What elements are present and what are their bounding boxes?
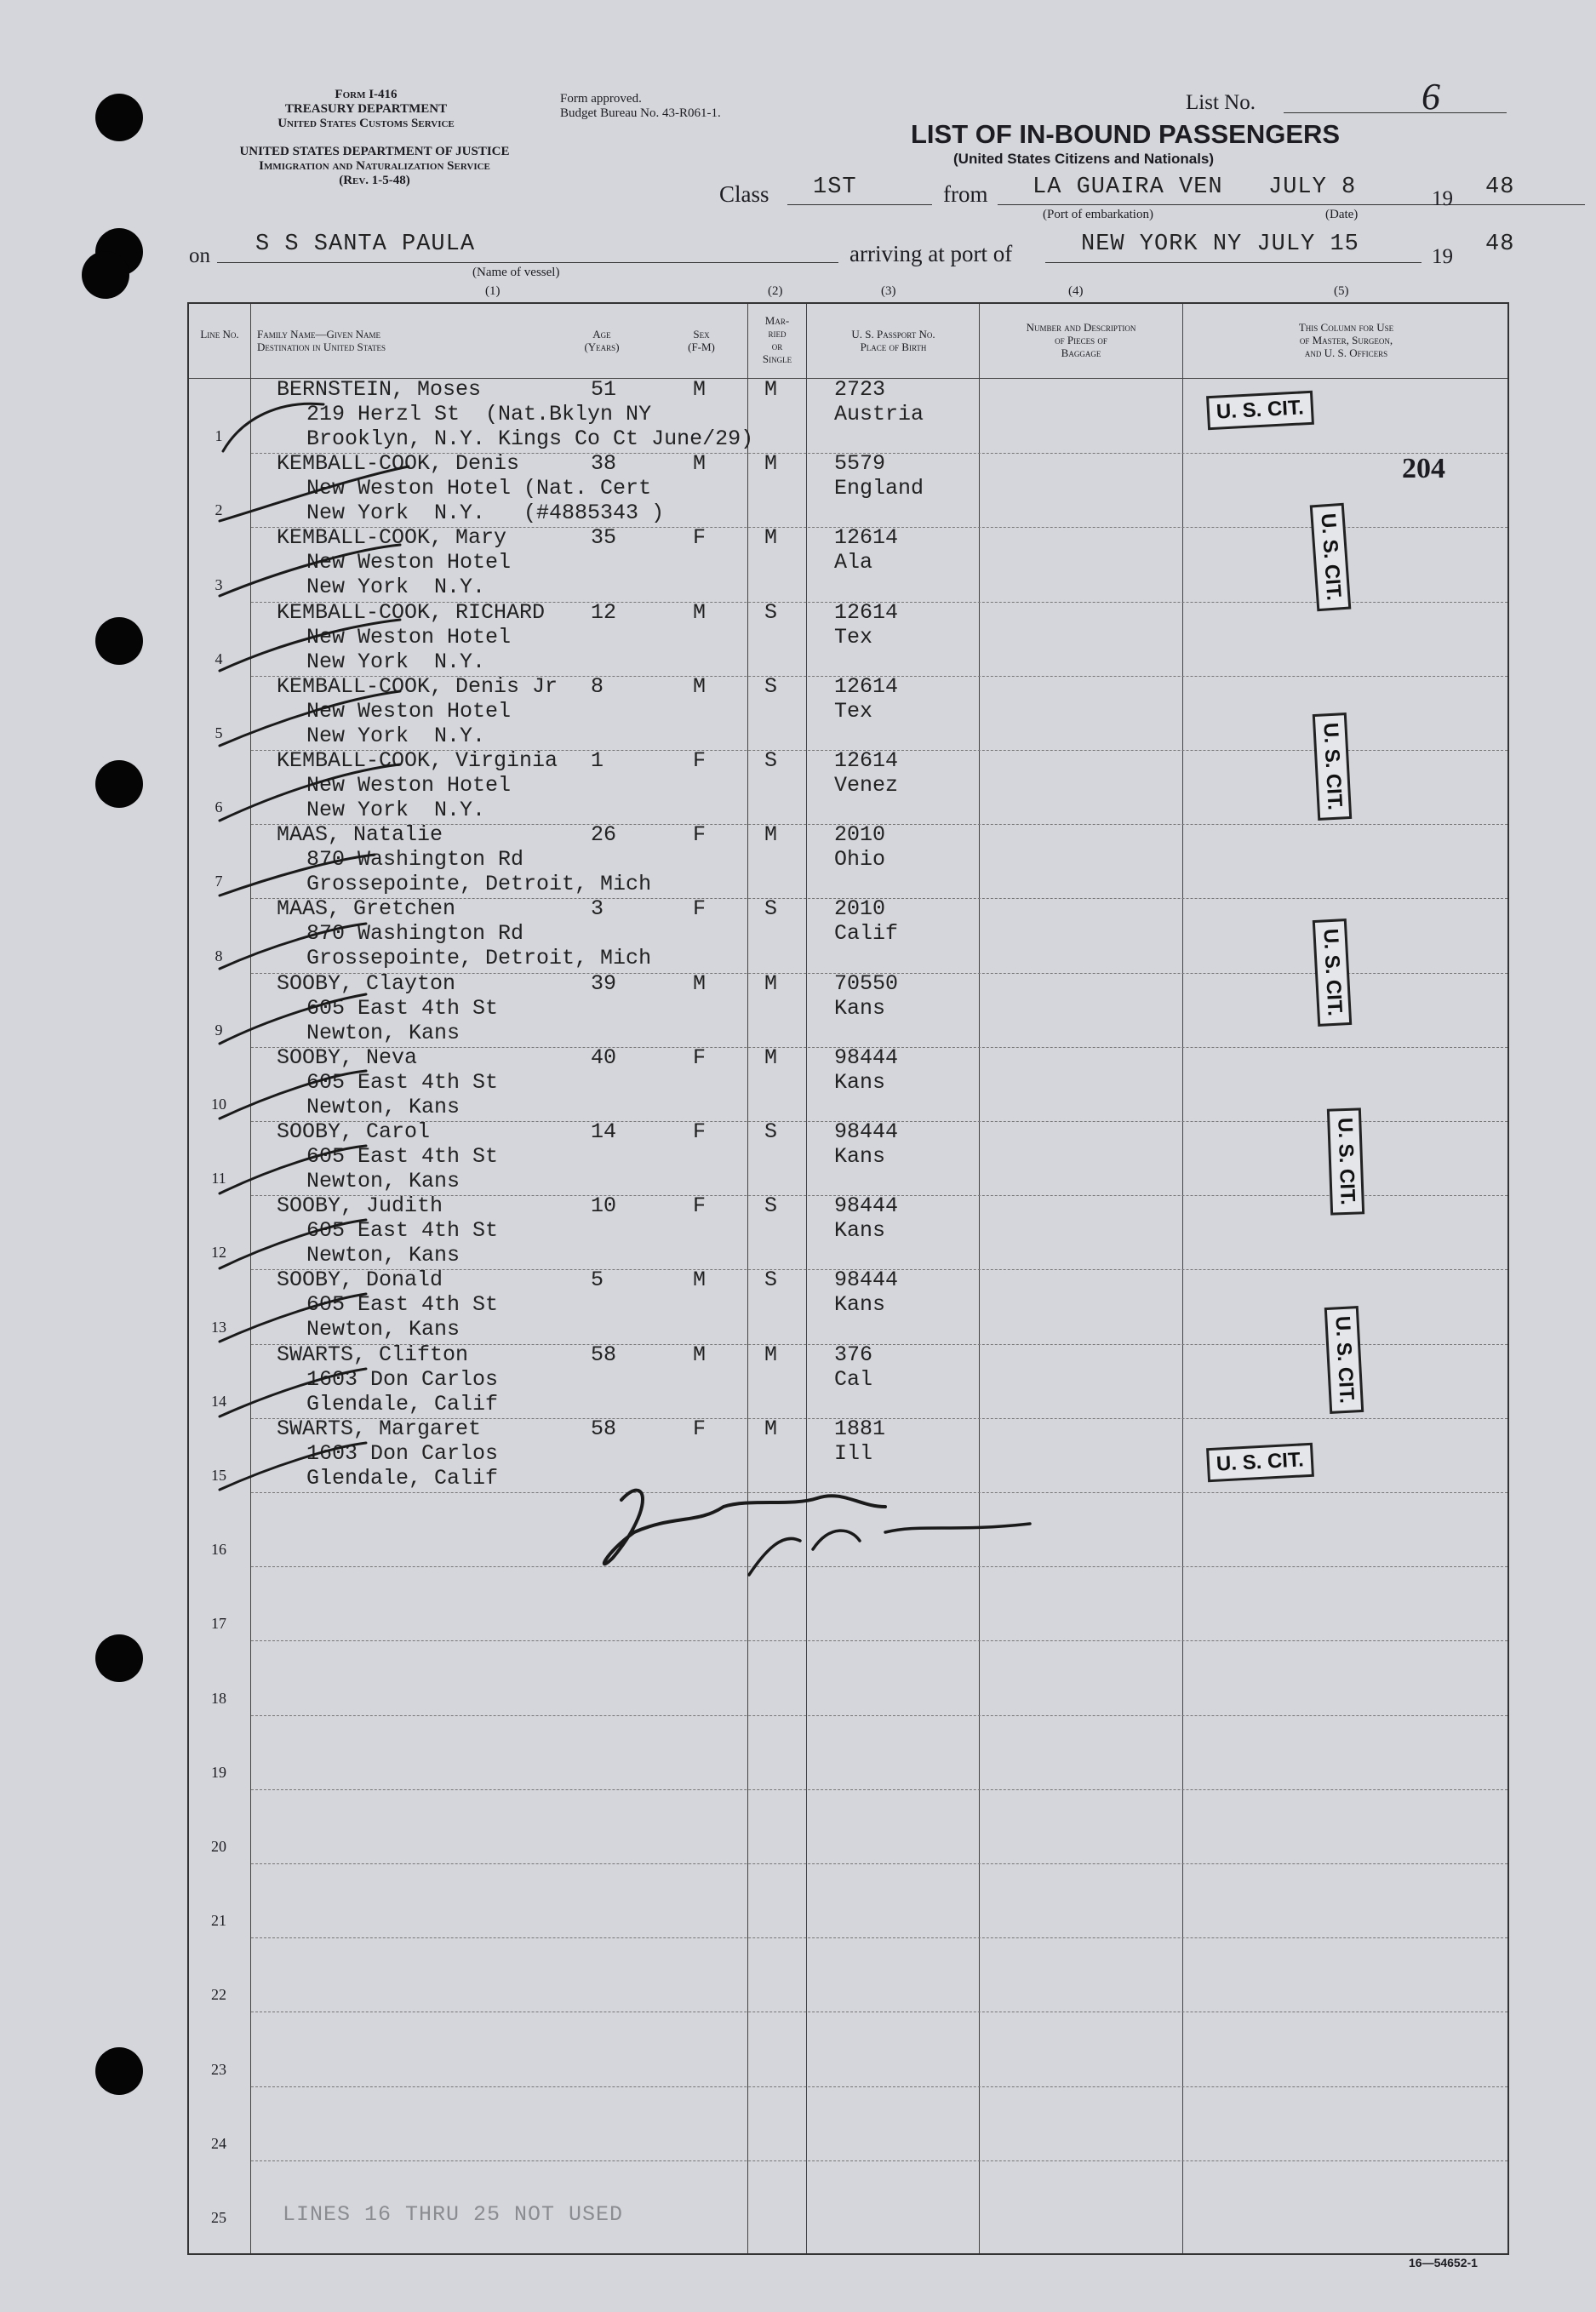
entry-address-line1: 870 Washington Rd bbox=[306, 921, 524, 947]
check-mark bbox=[220, 1294, 366, 1342]
entry-address-line1: 605 East 4th St bbox=[306, 1292, 499, 1318]
check-mark bbox=[220, 1146, 366, 1193]
entry-sex: F bbox=[693, 525, 706, 551]
entry-address-line2: New York N.Y. (#4885343 ) bbox=[306, 501, 665, 526]
col-sex-line1: Sex bbox=[693, 328, 710, 341]
entry-name: SOOBY, Neva bbox=[277, 1044, 418, 1070]
entry-passport-no: 5579 bbox=[834, 451, 886, 477]
arrival-year-prefix: 19 bbox=[1432, 245, 1453, 268]
entry-passport-no: 1881 bbox=[834, 1416, 886, 1441]
entry-name: MAAS, Gretchen bbox=[277, 896, 456, 922]
entry-passport-no: 98444 bbox=[834, 1193, 899, 1219]
on-label: on bbox=[189, 244, 210, 267]
us-cit-stamp: U. S. CIT. bbox=[1310, 503, 1352, 611]
entry-marital-status: M bbox=[764, 451, 778, 477]
check-mark bbox=[220, 924, 366, 969]
entry-name: SWARTS, Margaret bbox=[277, 1416, 482, 1441]
check-mark bbox=[220, 764, 400, 821]
entry-place-of-birth: England bbox=[834, 476, 924, 501]
entry-place-of-birth: Tex bbox=[834, 624, 873, 650]
col-num-2: (2) bbox=[768, 284, 783, 298]
entry-sex: M bbox=[693, 1268, 706, 1293]
col-sex-line2: (F-M) bbox=[688, 341, 715, 353]
line-number: 5 bbox=[215, 724, 223, 741]
entry-passport-no: 12614 bbox=[834, 673, 899, 699]
entry-address-line1: New Weston Hotel bbox=[306, 550, 512, 575]
entry-age: 1 bbox=[591, 748, 604, 773]
col-name-line2: Destination in United States bbox=[257, 341, 386, 353]
vessel-caption: (Name of vessel) bbox=[472, 266, 560, 279]
entry-name: KEMBALL-COOK, Denis Jr bbox=[277, 673, 558, 699]
entry-marital-status: S bbox=[764, 896, 778, 922]
entry-age: 5 bbox=[591, 1268, 604, 1293]
entry-place-of-birth: Kans bbox=[834, 1218, 886, 1244]
vessel-name: S S SANTA PAULA bbox=[255, 232, 476, 257]
entry-address-line2: Grossepointe, Detroit, Mich bbox=[306, 946, 652, 971]
line-number: 9 bbox=[215, 1021, 223, 1039]
entry-age: 12 bbox=[591, 599, 617, 625]
check-mark bbox=[220, 1443, 366, 1490]
line-number: 22 bbox=[211, 1986, 226, 2004]
entry-address-line2: New York N.Y. bbox=[306, 723, 486, 748]
line-number: 19 bbox=[211, 1763, 226, 1781]
entry-address-line1: New Weston Hotel bbox=[306, 698, 512, 724]
list-no-label: List No. bbox=[1186, 91, 1256, 114]
entry-name: SWARTS, Clifton bbox=[277, 1342, 469, 1367]
doj-title: UNITED STATES DEPARTMENT OF JUSTICE bbox=[239, 145, 510, 158]
entry-sex: M bbox=[693, 673, 706, 699]
entry-passport-no: 376 bbox=[834, 1342, 873, 1367]
entry-address-line2: Newton, Kans bbox=[306, 1169, 460, 1193]
page-title: LIST OF IN-BOUND PASSENGERS bbox=[911, 119, 1341, 149]
entry-name: SOOBY, Carol bbox=[277, 1119, 431, 1144]
entry-age: 58 bbox=[591, 1342, 617, 1367]
from-date: JULY 8 bbox=[1268, 175, 1357, 200]
date-caption: (Date) bbox=[1325, 208, 1359, 221]
entry-address-line1: 1603 Don Carlos bbox=[306, 1366, 499, 1392]
entry-sex: M bbox=[693, 970, 706, 996]
class-value: 1ST bbox=[813, 175, 857, 200]
entry-age: 38 bbox=[591, 451, 617, 477]
line-number: 2 bbox=[215, 501, 223, 519]
from-port: LA GUAIRA VEN bbox=[1033, 175, 1223, 200]
entry-passport-no: 2010 bbox=[834, 822, 886, 848]
entry-place-of-birth: Venez bbox=[834, 773, 899, 798]
line-number: 11 bbox=[211, 1170, 226, 1187]
entry-address-line2: Brooklyn, N.Y. Kings Co Ct June/29) bbox=[306, 426, 754, 451]
entry-address-line2: Newton, Kans bbox=[306, 1317, 460, 1342]
entry-address-line1: New Weston Hotel bbox=[306, 773, 512, 798]
entry-passport-no: 98444 bbox=[834, 1044, 899, 1070]
line-number: 23 bbox=[211, 2060, 226, 2078]
budget-bureau-no: Budget Bureau No. 43-R061-1. bbox=[560, 106, 721, 120]
entry-passport-no: 98444 bbox=[834, 1268, 899, 1293]
entry-name: BERNSTEIN, Moses bbox=[277, 377, 482, 402]
entry-marital-status: S bbox=[764, 599, 778, 625]
entry-age: 8 bbox=[591, 673, 604, 699]
entry-place-of-birth: Kans bbox=[834, 1292, 886, 1318]
entry-passport-no: 12614 bbox=[834, 599, 899, 625]
entry-sex: F bbox=[693, 822, 706, 848]
entry-name: MAAS, Natalie bbox=[277, 822, 443, 848]
entry-age: 40 bbox=[591, 1044, 617, 1070]
entry-marital-status: M bbox=[764, 970, 778, 996]
entry-address-line2: Glendale, Calif bbox=[306, 1391, 499, 1416]
entry-passport-no: 98444 bbox=[834, 1119, 899, 1144]
line-number: 25 bbox=[211, 2209, 226, 2226]
unused-lines-note: LINES 16 THRU 25 NOT USED bbox=[283, 2202, 624, 2227]
entry-address-line1: New Weston Hotel bbox=[306, 624, 512, 650]
col-line-no: Line No. bbox=[200, 328, 239, 341]
line-number: 1 bbox=[215, 427, 223, 445]
entry-name: SOOBY, Clayton bbox=[277, 970, 456, 996]
approval-line: Form approved. bbox=[560, 92, 642, 106]
us-cit-stamp: U. S. CIT. bbox=[1206, 1443, 1314, 1482]
entry-marital-status: S bbox=[764, 1268, 778, 1293]
entry-address-line1: 870 Washington Rd bbox=[306, 847, 524, 873]
entry-age: 3 bbox=[591, 896, 604, 922]
col-married-line4: Single bbox=[762, 352, 792, 365]
line-number: 16 bbox=[211, 1541, 226, 1559]
entry-passport-no: 2010 bbox=[834, 896, 886, 922]
col-age-line1: Age bbox=[592, 328, 611, 341]
entry-name: KEMBALL-COOK, Mary bbox=[277, 525, 507, 551]
entry-marital-status: S bbox=[764, 673, 778, 699]
revision-date: (Rev. 1-5-48) bbox=[339, 174, 410, 187]
entry-place-of-birth: Tex bbox=[834, 698, 873, 724]
us-cit-stamp: U. S. CIT. bbox=[1313, 919, 1352, 1027]
us-cit-stamp: U. S. CIT. bbox=[1324, 1306, 1364, 1414]
signature bbox=[604, 1491, 885, 1565]
entry-sex: F bbox=[693, 748, 706, 773]
list-no-value: 6 bbox=[1422, 76, 1440, 117]
line-number: 6 bbox=[215, 798, 223, 816]
entry-passport-no: 12614 bbox=[834, 525, 899, 551]
entry-address-line2: Newton, Kans bbox=[306, 1020, 460, 1045]
entry-place-of-birth: Austria bbox=[834, 402, 924, 426]
entry-sex: F bbox=[693, 1044, 706, 1070]
entry-address-line2: Grossepointe, Detroit, Mich bbox=[306, 872, 652, 897]
entry-place-of-birth: Cal bbox=[834, 1366, 873, 1392]
entry-address-line2: New York N.Y. bbox=[306, 649, 486, 674]
entry-address-line1: 605 East 4th St bbox=[306, 1144, 499, 1169]
entry-address-line1: New Weston Hotel (Nat. Cert bbox=[306, 476, 652, 501]
class-label: Class bbox=[719, 181, 769, 207]
col-num-4: (4) bbox=[1068, 284, 1084, 298]
col-baggage-line1: Number and Description bbox=[1026, 321, 1136, 334]
entry-age: 26 bbox=[591, 822, 617, 848]
check-mark bbox=[220, 1369, 366, 1416]
entry-age: 51 bbox=[591, 377, 617, 402]
from-label: from bbox=[943, 181, 988, 207]
entry-address-line1: 219 Herzl St (Nat.Bklyn NY bbox=[306, 402, 652, 426]
check-mark bbox=[220, 855, 375, 896]
col-baggage-line2: of Pieces of bbox=[1055, 334, 1107, 346]
line-number: 14 bbox=[211, 1392, 226, 1410]
entry-place-of-birth: Ohio bbox=[834, 847, 886, 873]
entry-name: KEMBALL-COOK, Virginia bbox=[277, 748, 558, 773]
entry-sex: F bbox=[693, 1193, 706, 1219]
col-married-line3: or bbox=[771, 340, 783, 352]
col-married-line2: ried bbox=[768, 327, 787, 340]
col-age-line2: (Years) bbox=[584, 341, 620, 353]
col-officers-line3: and U. S. Officers bbox=[1304, 346, 1388, 359]
entry-name: SOOBY, Judith bbox=[277, 1193, 443, 1219]
check-mark bbox=[220, 1220, 366, 1268]
entry-sex: M bbox=[693, 451, 706, 477]
line-number: 7 bbox=[215, 873, 223, 890]
entry-sex: F bbox=[693, 1119, 706, 1144]
entry-place-of-birth: Ala bbox=[834, 550, 873, 575]
arrival-port-date: NEW YORK NY JULY 15 bbox=[1081, 232, 1359, 257]
ins-title: Immigration and Naturalization Service bbox=[259, 159, 490, 173]
entry-address-line2: Newton, Kans bbox=[306, 1094, 460, 1119]
entry-passport-no: 2723 bbox=[834, 377, 886, 402]
entry-address-line1: 605 East 4th St bbox=[306, 995, 499, 1021]
col-num-5: (5) bbox=[1334, 284, 1349, 298]
entry-name: KEMBALL-COOK, Denis bbox=[277, 451, 520, 477]
entry-place-of-birth: Calif bbox=[834, 921, 899, 947]
entry-place-of-birth: Kans bbox=[834, 995, 886, 1021]
from-year: 48 bbox=[1485, 175, 1515, 200]
entry-marital-status: S bbox=[764, 1193, 778, 1219]
line-number: 4 bbox=[215, 650, 223, 667]
entry-marital-status: M bbox=[764, 1416, 778, 1441]
entry-address-line1: 605 East 4th St bbox=[306, 1069, 499, 1095]
form-number: Form I-416 bbox=[335, 88, 398, 101]
entry-passport-no: 12614 bbox=[834, 748, 899, 773]
line-number: 13 bbox=[211, 1318, 226, 1336]
arriving-label: arriving at port of bbox=[849, 241, 1013, 266]
treasury-dept: TREASURY DEPARTMENT bbox=[284, 102, 448, 116]
check-mark bbox=[223, 403, 323, 451]
signature bbox=[749, 1524, 1030, 1575]
arrival-year: 48 bbox=[1485, 232, 1515, 257]
check-mark bbox=[220, 691, 400, 746]
line-number: 17 bbox=[211, 1615, 226, 1633]
us-cit-stamp: U. S. CIT. bbox=[1206, 391, 1314, 430]
line-number: 8 bbox=[215, 947, 223, 964]
line-number: 18 bbox=[211, 1689, 226, 1707]
line-number: 21 bbox=[211, 1912, 226, 1930]
entry-sex: F bbox=[693, 1416, 706, 1441]
entry-address-line2: Newton, Kans bbox=[306, 1243, 460, 1268]
entry-passport-no: 70550 bbox=[834, 970, 899, 996]
page-subtitle: (United States Citizens and Nationals) bbox=[953, 151, 1215, 167]
entry-age: 39 bbox=[591, 970, 617, 996]
line-number: 3 bbox=[215, 575, 223, 593]
line-number: 20 bbox=[211, 1838, 226, 1855]
col-passport-line1: U. S. Passport No. bbox=[851, 328, 935, 341]
col-officers-line2: of Master, Surgeon, bbox=[1299, 334, 1393, 346]
entry-sex: M bbox=[693, 377, 706, 402]
entry-age: 10 bbox=[591, 1193, 617, 1219]
entry-sex: M bbox=[693, 1342, 706, 1367]
entry-age: 58 bbox=[591, 1416, 617, 1441]
col-baggage-line3: Baggage bbox=[1061, 346, 1101, 359]
entry-marital-status: M bbox=[764, 1342, 778, 1367]
col-officers-line1: This Column for Use bbox=[1298, 321, 1394, 334]
page-annotation: 204 bbox=[1402, 453, 1445, 484]
line-number: 15 bbox=[211, 1467, 226, 1484]
entry-address-line2: Glendale, Calif bbox=[306, 1465, 499, 1491]
entry-place-of-birth: Kans bbox=[834, 1069, 886, 1095]
entry-name: SOOBY, Donald bbox=[277, 1268, 443, 1293]
year-prefix: 19 bbox=[1432, 187, 1453, 210]
col-num-1: (1) bbox=[485, 284, 501, 298]
entry-name: KEMBALL-COOK, RICHARD bbox=[277, 599, 546, 625]
entry-address-line1: 1603 Don Carlos bbox=[306, 1440, 499, 1466]
entry-place-of-birth: Kans bbox=[834, 1144, 886, 1169]
entry-marital-status: M bbox=[764, 525, 778, 551]
check-mark bbox=[220, 545, 400, 596]
us-cit-stamp: U. S. CIT. bbox=[1327, 1107, 1364, 1215]
entry-address-line1: 605 East 4th St bbox=[306, 1218, 499, 1244]
entry-address-line2: New York N.Y. bbox=[306, 798, 486, 822]
check-mark bbox=[220, 994, 366, 1044]
line-number: 24 bbox=[211, 2134, 226, 2152]
col-passport-line2: Place of Birth bbox=[860, 341, 927, 353]
entry-marital-status: M bbox=[764, 822, 778, 848]
entry-sex: M bbox=[693, 599, 706, 625]
customs-service: United States Customs Service bbox=[277, 117, 455, 130]
entry-marital-status: M bbox=[764, 1044, 778, 1070]
col-married-line1: Mar- bbox=[764, 314, 790, 327]
col-name-line1: Family Name—Given Name bbox=[257, 328, 380, 341]
entry-place-of-birth: Ill bbox=[834, 1440, 873, 1466]
line-number: 12 bbox=[211, 1244, 226, 1262]
entry-age: 14 bbox=[591, 1119, 617, 1144]
port-caption: (Port of embarkation) bbox=[1043, 208, 1153, 221]
check-mark bbox=[220, 466, 409, 521]
us-cit-stamp: U. S. CIT. bbox=[1313, 712, 1352, 821]
footer-code: 16—54652-1 bbox=[1409, 2256, 1478, 2269]
col-num-3: (3) bbox=[881, 284, 896, 298]
entry-sex: F bbox=[693, 896, 706, 922]
entry-marital-status: M bbox=[764, 377, 778, 402]
check-mark bbox=[220, 1071, 366, 1119]
check-mark bbox=[220, 620, 400, 671]
entry-marital-status: S bbox=[764, 1119, 778, 1144]
line-number: 10 bbox=[211, 1096, 226, 1113]
entry-age: 35 bbox=[591, 525, 617, 551]
entry-marital-status: S bbox=[764, 748, 778, 773]
entry-address-line2: New York N.Y. bbox=[306, 575, 486, 600]
